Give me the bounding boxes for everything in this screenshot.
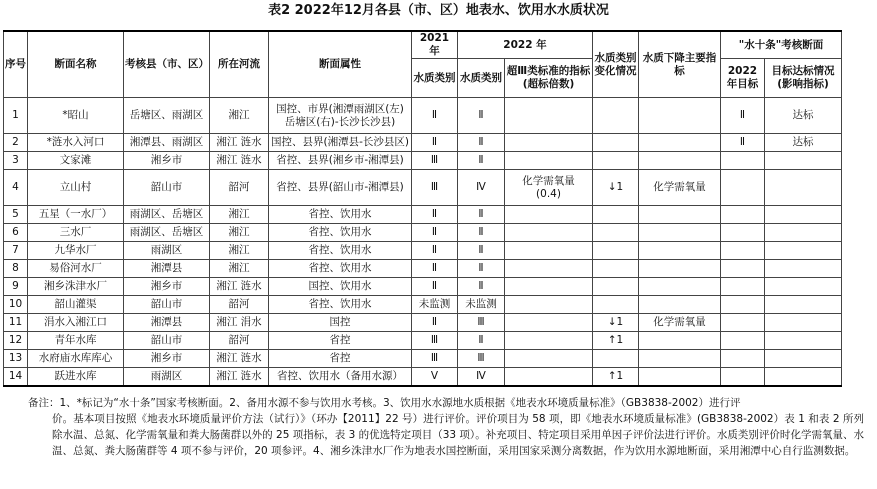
cell-county: 湘乡市 (124, 350, 210, 368)
cell-seq: 11 (4, 314, 28, 332)
cell-class-2022: Ⅳ (458, 368, 505, 387)
header-class-2021: 水质类别 (412, 59, 458, 98)
cell-decline: 化学需氧量 (639, 314, 721, 332)
cell-decline (639, 350, 721, 368)
cell-exceed (505, 224, 593, 242)
cell-decline (639, 134, 721, 152)
cell-status (765, 152, 842, 170)
cell-name: 九华水厂 (28, 242, 124, 260)
cell-class-2021: Ⅲ (412, 170, 458, 206)
cell-seq: 13 (4, 350, 28, 368)
cell-attribute: 省控 (269, 332, 412, 350)
cell-target (721, 332, 765, 350)
cell-status (765, 332, 842, 350)
table-row (4, 170, 842, 206)
header-decline: 水质下降主要指标 (639, 31, 721, 98)
cell-river: 韶河 (210, 332, 269, 350)
table-row (4, 260, 842, 278)
cell-change (593, 134, 639, 152)
cell-class-2022: Ⅱ (458, 206, 505, 224)
cell-county: 湘乡市 (124, 278, 210, 296)
cell-exceed (505, 152, 593, 170)
table-row (4, 332, 842, 350)
cell-status (765, 278, 842, 296)
cell-target (721, 206, 765, 224)
cell-attribute: 省控、饮用水 (269, 242, 412, 260)
cell-seq: 3 (4, 152, 28, 170)
table-row (4, 242, 842, 260)
cell-attribute: 省控、饮用水 (269, 206, 412, 224)
cell-target (721, 224, 765, 242)
cell-class-2022: Ⅲ (458, 350, 505, 368)
cell-decline: 化学需氧量 (639, 170, 721, 206)
cell-exceed (505, 98, 593, 134)
cell-change (593, 296, 639, 314)
cell-status (765, 296, 842, 314)
cell-river: 湘江 (210, 224, 269, 242)
cell-class-2022: Ⅱ (458, 98, 505, 134)
cell-change (593, 98, 639, 134)
cell-seq: 1 (4, 98, 28, 134)
cell-name: 跃进水库 (28, 368, 124, 387)
cell-name: 五星（一水厂） (28, 206, 124, 224)
header-ten-measures: "水十条"考核断面 (721, 31, 842, 59)
cell-county: 湘潭县 (124, 260, 210, 278)
table-row (4, 206, 842, 224)
header-change: 水质类别变化情况 (593, 31, 639, 98)
header-target-2022: 2022 年目标 (721, 59, 765, 98)
cell-attribute (269, 98, 412, 134)
cell-attribute: 国控、县界(湘潭县-长沙县区) (269, 134, 412, 152)
notes-first-line: 备注：1、*标记为“水十条”国家考核断面。2、备用水源不参与饮用水考核。3、饮用水水源地水质根据《地表水环境质量标准》（GB3838-2002）进行评 (28, 397, 741, 409)
cell-seq: 4 (4, 170, 28, 206)
cell-decline (639, 368, 721, 387)
table-row (4, 350, 842, 368)
cell-class-2021: Ⅱ (412, 224, 458, 242)
cell-decline (639, 206, 721, 224)
cell-status (765, 242, 842, 260)
table-row (4, 368, 842, 387)
cell-exceed (505, 332, 593, 350)
header-target-status: 目标达标情况(影响指标) (765, 59, 842, 98)
cell-change (593, 152, 639, 170)
cell-seq: 8 (4, 260, 28, 278)
header-exceed: 超Ⅲ类标准的指标(超标倍数) (505, 59, 593, 98)
cell-target: Ⅱ (721, 134, 765, 152)
cell-river: 湘江 (210, 98, 269, 134)
header-attribute: 断面属性 (269, 31, 412, 98)
cell-class-2021: Ⅴ (412, 368, 458, 387)
cell-attribute: 省控、饮用水 (269, 296, 412, 314)
header-2022: 2022 年 (458, 31, 593, 59)
cell-status (765, 368, 842, 387)
cell-attribute: 省控、饮用水 (269, 224, 412, 242)
cell-name: 易俗河水厂 (28, 260, 124, 278)
cell-exceed (505, 278, 593, 296)
cell-seq: 6 (4, 224, 28, 242)
cell-river: 湘江 涟水 (210, 350, 269, 368)
cell-class-2021: Ⅱ (412, 278, 458, 296)
table-row (4, 278, 842, 296)
cell-name: 青年水库 (28, 332, 124, 350)
cell-name: 韶山灌渠 (28, 296, 124, 314)
cell-target (721, 350, 765, 368)
cell-class-2022: Ⅳ (458, 170, 505, 206)
cell-class-2022: Ⅱ (458, 134, 505, 152)
cell-target (721, 152, 765, 170)
cell-target (721, 368, 765, 387)
cell-class-2021: Ⅲ (412, 332, 458, 350)
notes-body: 价。基本项目按照《地表水环境质量评价方法（试行）》（环办【2011】22 号）进行评价。评价项目为 58 项，即《地表水环境质量标准》(GB3838-2002）表 1 和表 2 所列除水温、总氮、化学需氧量和粪大肠菌群以外的 25 项指标，表 3 的优选特定项目（33 项）。补充项目、特定项目采用单因子评价法进行评价。水质类别评价时化学需氧量、水温、总氮、粪大肠菌群等 4 项不参与评价，20 项参评。4、湘乡洙津水厂作为地表水国控断面，采用国家采测分离数据，作为饮用水源地断面，采用湘潭中心自行监测数据。 (52, 413, 864, 457)
table-title: 表2 2022年12月各县（市、区）地表水、饮用水水质状况 (268, 3, 609, 18)
cell-exceed (505, 314, 593, 332)
cell-river: 湘江 涟水 (210, 134, 269, 152)
cell-class-2022: Ⅱ (458, 224, 505, 242)
table-row (4, 134, 842, 152)
exceed-indicator: 化学需氧量 (522, 174, 575, 187)
cell-change (593, 206, 639, 224)
cell-class-2022: Ⅱ (458, 332, 505, 350)
cell-status (765, 170, 842, 206)
cell-name: 三水厂 (28, 224, 124, 242)
header-section-name: 断面名称 (28, 31, 124, 98)
cell-class-2022: Ⅱ (458, 260, 505, 278)
cell-class-2021: Ⅱ (412, 98, 458, 134)
cell-county: 韶山市 (124, 332, 210, 350)
cell-river: 湘江 涟水 (210, 152, 269, 170)
cell-name: *昭山 (28, 98, 124, 134)
cell-class-2021: Ⅱ (412, 206, 458, 224)
cell-attribute: 国控 (269, 314, 412, 332)
cell-name: 湘乡洙津水厂 (28, 278, 124, 296)
header-seq: 序号 (4, 31, 28, 98)
cell-seq: 7 (4, 242, 28, 260)
cell-class-2021: Ⅱ (412, 260, 458, 278)
cell-exceed (505, 242, 593, 260)
cell-name: 水府庙水库库心 (28, 350, 124, 368)
table-notes (28, 395, 864, 459)
cell-status (765, 206, 842, 224)
cell-county: 湘潭县、雨湖区 (124, 134, 210, 152)
cell-class-2021: Ⅱ (412, 314, 458, 332)
cell-name: *涟水入河口 (28, 134, 124, 152)
cell-exceed (505, 350, 593, 368)
cell-class-2022: Ⅲ (458, 314, 505, 332)
cell-river: 湘江 (210, 206, 269, 224)
cell-decline (639, 278, 721, 296)
cell-county: 湘乡市 (124, 152, 210, 170)
cell-status (765, 224, 842, 242)
header-2021: 2021 年 (412, 31, 458, 59)
cell-county: 雨湖区 (124, 242, 210, 260)
cell-river: 韶河 (210, 296, 269, 314)
cell-seq: 2 (4, 134, 28, 152)
cell-target (721, 314, 765, 332)
cell-county: 雨湖区、岳塘区 (124, 224, 210, 242)
cell-attribute: 省控、饮用水（备用水源） (269, 368, 412, 387)
cell-exceed (505, 206, 593, 224)
water-quality-table (3, 30, 842, 387)
table-row (4, 152, 842, 170)
table-row (4, 296, 842, 314)
cell-county: 雨湖区、岳塘区 (124, 206, 210, 224)
cell-attribute: 省控、县界(韶山市-湘潭县) (269, 170, 412, 206)
cell-river: 韶河 (210, 170, 269, 206)
cell-county: 韶山市 (124, 296, 210, 314)
cell-status (765, 314, 842, 332)
table-row (4, 98, 842, 134)
cell-class-2021: 未监测 (412, 296, 458, 314)
cell-decline (639, 332, 721, 350)
cell-county: 岳塘区、雨湖区 (124, 98, 210, 134)
cell-name: 文家滩 (28, 152, 124, 170)
cell-seq: 9 (4, 278, 28, 296)
cell-county: 湘潭县 (124, 314, 210, 332)
cell-change (593, 350, 639, 368)
cell-decline (639, 296, 721, 314)
cell-status: 达标 (765, 134, 842, 152)
cell-target (721, 296, 765, 314)
table-row (4, 314, 842, 332)
cell-class-2022: 未监测 (458, 296, 505, 314)
cell-change: ↑1 (593, 332, 639, 350)
cell-river: 湘江 涟水 (210, 368, 269, 387)
cell-decline (639, 98, 721, 134)
cell-class-2022: Ⅱ (458, 242, 505, 260)
cell-exceed (505, 170, 593, 206)
cell-river: 湘江 (210, 242, 269, 260)
header-river: 所在河流 (210, 31, 269, 98)
exceed-multiple: (0.4) (536, 187, 561, 200)
cell-target (721, 278, 765, 296)
cell-decline (639, 224, 721, 242)
cell-seq: 5 (4, 206, 28, 224)
cell-exceed (505, 260, 593, 278)
cell-status (765, 260, 842, 278)
cell-seq: 12 (4, 332, 28, 350)
cell-target: Ⅱ (721, 98, 765, 134)
cell-class-2022: Ⅱ (458, 152, 505, 170)
cell-target (721, 242, 765, 260)
cell-river: 湘江 涟水 (210, 278, 269, 296)
cell-exceed (505, 296, 593, 314)
cell-change: ↓1 (593, 170, 639, 206)
cell-target (721, 170, 765, 206)
cell-decline (639, 152, 721, 170)
header-class-2022: 水质类别 (458, 59, 505, 98)
cell-county: 韶山市 (124, 170, 210, 206)
cell-class-2021: Ⅲ (412, 350, 458, 368)
cell-change (593, 278, 639, 296)
attr-line: 岳塘区(右)-长沙长沙县) (284, 115, 396, 128)
cell-name: 立山村 (28, 170, 124, 206)
cell-name: 涓水入湘江口 (28, 314, 124, 332)
cell-class-2021: Ⅲ (412, 152, 458, 170)
cell-attribute: 省控 (269, 350, 412, 368)
cell-attribute: 省控、饮用水 (269, 260, 412, 278)
cell-river: 湘江 涓水 (210, 314, 269, 332)
cell-seq: 14 (4, 368, 28, 387)
table-row (4, 224, 842, 242)
cell-change (593, 224, 639, 242)
cell-river: 湘江 (210, 260, 269, 278)
cell-attribute: 省控、县界(湘乡市-湘潭县) (269, 152, 412, 170)
cell-class-2022: Ⅱ (458, 278, 505, 296)
cell-change: ↓1 (593, 314, 639, 332)
cell-change (593, 242, 639, 260)
cell-seq: 10 (4, 296, 28, 314)
cell-change: ↑1 (593, 368, 639, 387)
cell-target (721, 260, 765, 278)
cell-status (765, 350, 842, 368)
cell-decline (639, 260, 721, 278)
cell-decline (639, 242, 721, 260)
cell-class-2021: Ⅱ (412, 242, 458, 260)
cell-attribute: 国控、饮用水 (269, 278, 412, 296)
cell-exceed (505, 368, 593, 387)
cell-status: 达标 (765, 98, 842, 134)
header-county: 考核县（市、区） (124, 31, 210, 98)
cell-change (593, 260, 639, 278)
cell-exceed (505, 134, 593, 152)
cell-class-2021: Ⅱ (412, 134, 458, 152)
cell-county: 雨湖区 (124, 368, 210, 387)
attr-line: 国控、市界(湘潭雨湖区(左) (276, 102, 404, 115)
